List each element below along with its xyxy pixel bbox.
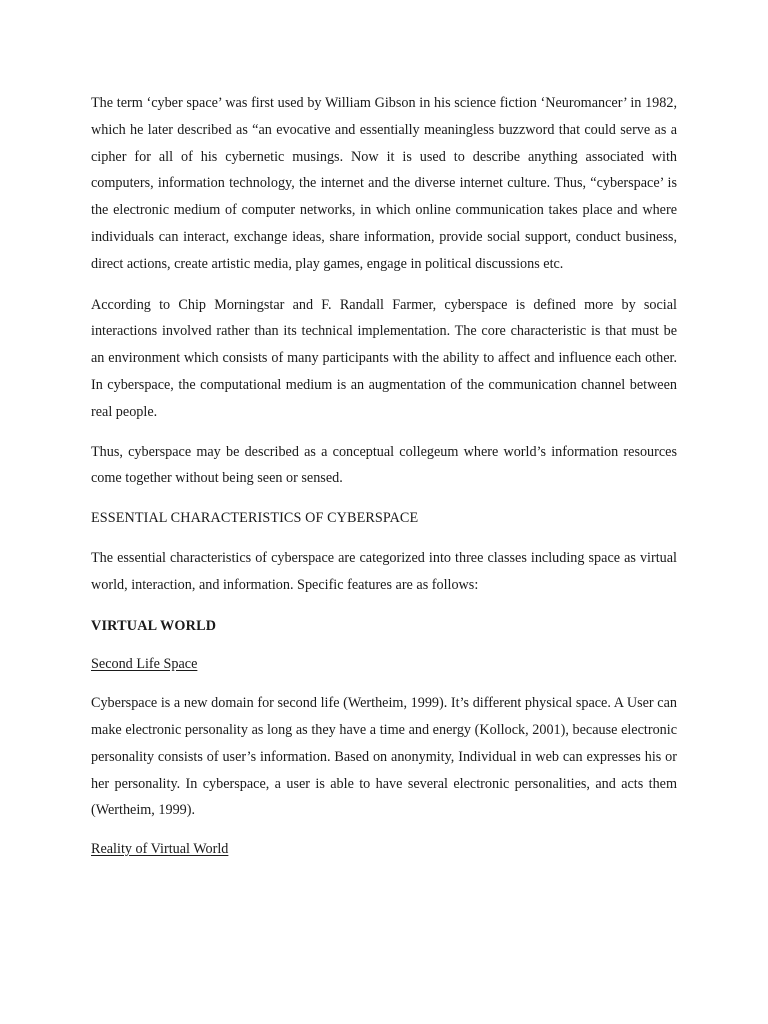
subheading-reality-of-virtual-world: Reality of Virtual World [91, 841, 229, 858]
subheading-second-life-space: Second Life Space [91, 656, 198, 673]
paragraph-second-life: Cyberspace is a new domain for second life (Wertheim, 1999). It’s different physical space. A User can make electronic personality as long as they have a time and energy (Kollock, 2001), because electronic personality consists of user’s information. Based on anonymity, Individual in web can expresses his or her personality. In cyberspace, a user is able to have several electronic personalities, and acts them (Wertheim, 1999). [91, 695, 677, 819]
heading-essential-characteristics: ESSENTIAL CHARACTERISTICS OF CYBERSPACE [91, 510, 419, 527]
paragraph-cyberspace-origin: The term ‘cyber space’ was first used by William Gibson in his science fiction ‘Neuromancer’ in 1982, which he later described as “an evocative and essentially meaningless buzzword that could serve as a cipher for all of his cybernetic musings. Now it is used to describe anything associated with computers, information technology, the internet and the diverse internet culture. Thus, “cyberspace’ is the electronic medium of computer networks, in which online communication takes place and where individuals can interact, exchange ideas, share information, provide social support, conduct business, direct actions, create artistic media, play games, engage in political discussions etc. [91, 95, 677, 272]
document-page [91, 90, 677, 877]
heading-virtual-world: VIRTUAL WORLD [91, 617, 217, 634]
paragraph-social-interactions: According to Chip Morningstar and F. Randall Farmer, cyberspace is defined more by social interactions involved rather than its technical implementation. The core characteristic is that must be an environment which consists of many participants with the ability to affect and influence each other. In cyberspace, the computational medium is an augmentation of the communication channel between real people. [91, 296, 677, 420]
paragraph-characteristics-classes: The essential characteristics of cyberspace are categorized into three classes including space as virtual world, interaction, and information. Specific features are as follows: [91, 549, 677, 593]
paragraph-conceptual-collegeum: Thus, cyberspace may be described as a conceptual collegeum where world’s information resources come together without being seen or sensed. [91, 443, 677, 487]
